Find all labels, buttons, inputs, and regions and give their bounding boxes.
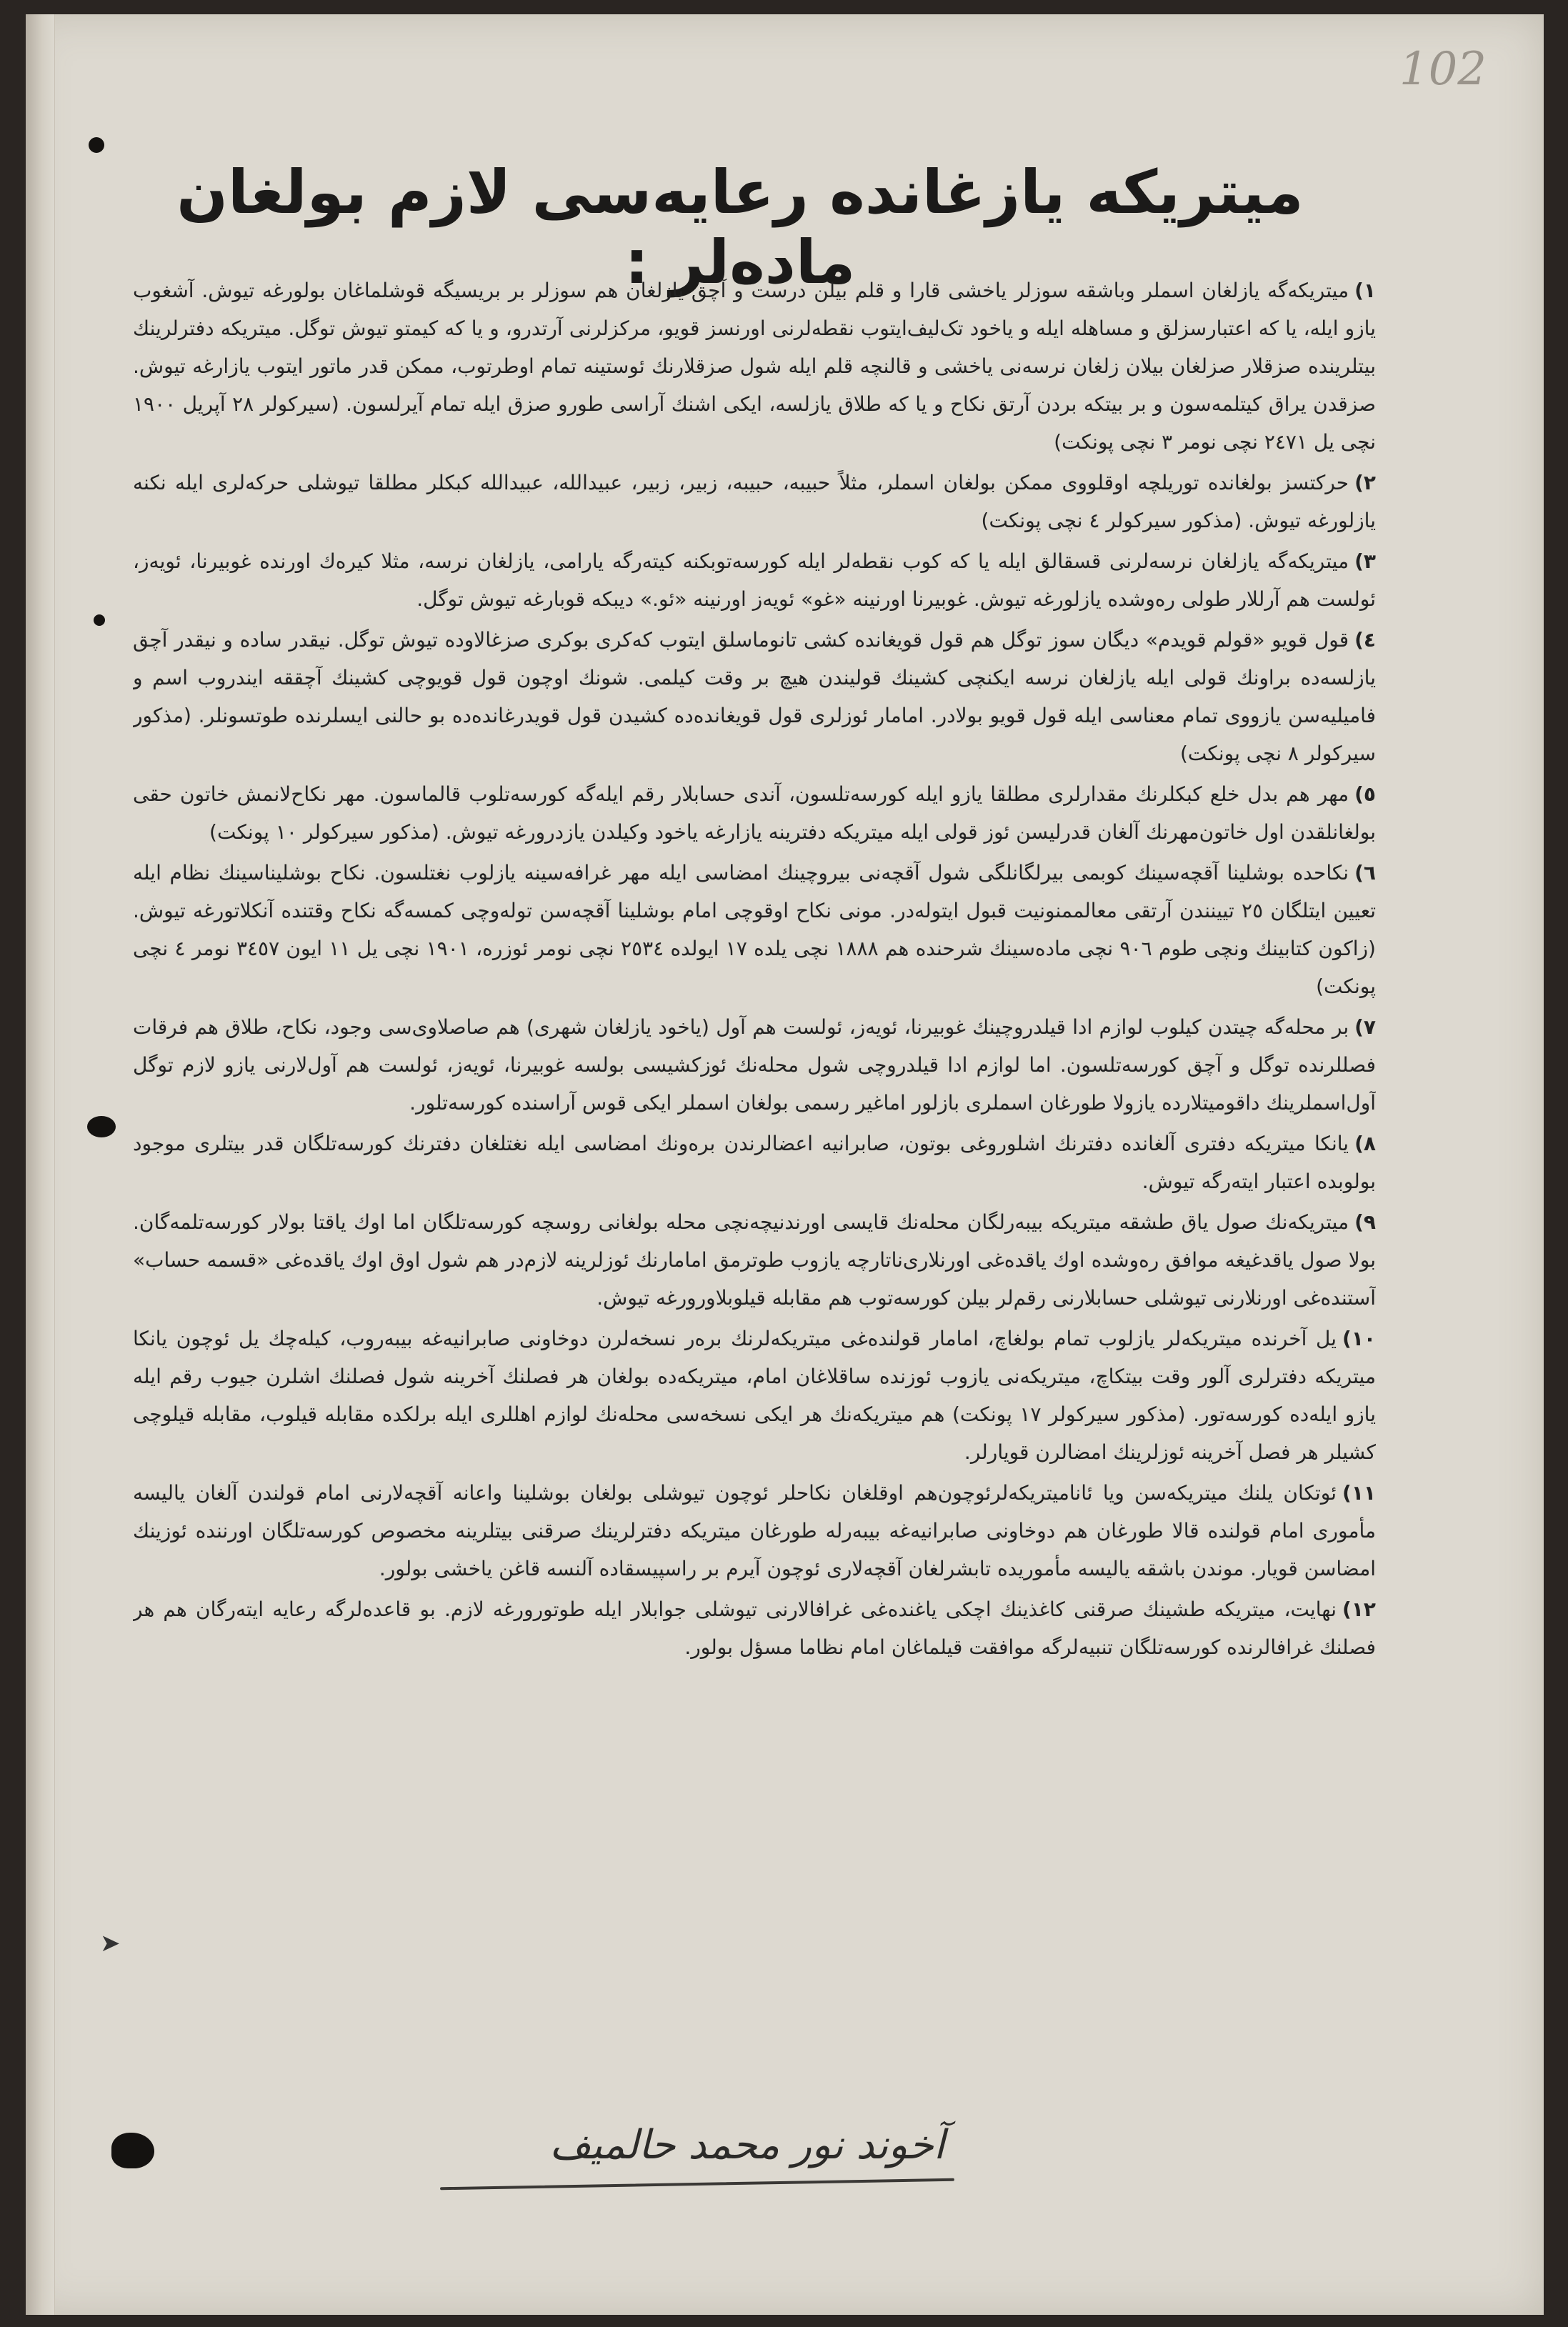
paragraph-text: نهایت، میتریکه طشینك صرقنی کاغذینك اچکی یاغنده‌غی غرافالارنی تیوشلی جوابلار ایله طوتورورغه لازم. بو قاعده‌لرگه رعایه ایته‌رگان هم هر فصلنك غرافالرنده کورسه‌تلگان تنبیه‌لرگه موافقت قیلماغان امام نظاما مسؤل بولور. [133, 1598, 1376, 1659]
document-page [26, 14, 1544, 2315]
paragraph-5 [133, 775, 1376, 851]
paragraph-number: ١١) [1342, 1481, 1376, 1505]
paragraph-text: بر محله‌گه چیتدن کیلوب لوازم ادا قیلدروچینك غوبیرنا، ئویه‌ز، ئولست هم آول (یاخود یازلغان شهری) هم صاصلاوی‌سی وجود، نکاح، طلاق هم فرقات فصللرنده توگل و آچق کورسه‌تلسون. اما لوازم ادا قیلدروچی شول محله‌نك ئوزکشیسی بولسه غوبیرنا، ئویه‌ز، ئولست هم آول‌لارنی یازو لازم توگل آول‌اسملرینك داقومیتلارده یازولا طورغان اسملری بازلور اماغیر رسمی بولغان اسملر ایکی قوس آراسنده کورسه‌تلور. [133, 1015, 1376, 1115]
paragraph-text: یل آخرنده میتریکه‌لر یازلوب تمام بولغاچ، امامار قولنده‌غی میتریکه‌لرنك برەر نسخه‌لرن دوخاونی صابرانیه‌غه بیبه‌روب، کیله‌چك یل ئوچون یانکا میتریکه دفترلری آلور وقت بیتکاچ، میتریکه‌نی یازوب ئوزنده ساقلاغان امام، میتریکه‌ده بولغان هر فصلنك آخرینه شول فصلنك اشلرن جیوب رقم ایله یازو ایله‌ده کورسه‌تور. (مذکور سیرکولر ١٧ پونکت) هم میتریکه‌نك هر ایکی نسخه‌سی محله‌نك لوازم اهللری ایله برلکده مقابله قیلوب، مقابله قیلوچی کشیلر هر فصل آخرینه ئوزلرینك امضالرن قویارلر. [133, 1327, 1376, 1464]
paragraph-number: ٥) [1354, 782, 1376, 806]
signature-flourish [440, 2178, 954, 2191]
paragraph-number: ١٢) [1342, 1598, 1376, 1621]
paragraph-7 [133, 1008, 1376, 1122]
punch-hole-mark [94, 614, 105, 626]
document-body [133, 271, 1376, 2101]
page-binding-edge [26, 14, 55, 2315]
page-number: 102 [1399, 43, 1487, 96]
paragraph-text: قول قویو «قولم قویدم» دیگان سوز توگل هم قول قویغانده کشی تانوماسلق ایتوب که‌کری بوکری صزغالاوده تیوش توگل. نیقدر ساده و نیقدر آچق یازلسه‌ده براونك قولی ایله یازلغان نرسه ایکنچی کشینك قولیندن هیچ بر وقت کیلمی. شونك اوچون قول قویوچی کشینك آچققه ایندروب اسم و فامیلیه‌سن یازووی تمام معناسی ایله قول قویو بولادر. امامار ئوزلری قول قویغانده‌ده کشیدن قول قویدرغانده‌ده بو حالنی ایسلرنده طوتسونلر. (مذکور سیرکولر ٨ نچی پونکت) [133, 628, 1376, 765]
paragraph-text: میتریکه‌نك صول یاق طشقه میتریکه بیبه‌رلگان محله‌نك قایسی اورندنیچه‌نچی محله بولغانی روسچه کورسه‌تلگان اما اوك یاقتا بولار کورسه‌تلمه‌گان. بولا صول یاقدغیغه موافق ره‌وشده اوك یاقده‌غی اورنلاری‌ناتارچه یازوب طوترمق امامارنك ئوزلرینه لازم‌در هم شول اوق اوك یاقده‌غی «قسمه حساب» آستنده‌غی اورنلارنی تیوشلی حسابلارنی رقم‌لر بیلن کورسه‌توب هم مقابله قیلوبلاورورغه تیوش. [133, 1210, 1376, 1310]
paragraph-number: ١٠) [1342, 1327, 1376, 1350]
paragraph-11 [133, 1474, 1376, 1588]
paragraph-3 [133, 542, 1376, 618]
paragraph-number: ٢) [1354, 471, 1376, 494]
signature: آخوند نور محمد حالمیف [549, 2122, 945, 2168]
paragraph-text: حرکتسز بولغانده توریلچه اوقلووی ممکن بولغان اسملر، مثلاً حبیبه، حبیبه، زبیر، زبیر، عبیدالله، عبیدالله کبکلر مطلقا تیوشلی حرکه‌لری ایله نکنه یازلورغه تیوش. (مذکور سیرکولر ٤ نچی پونکت) [133, 471, 1376, 532]
paragraph-number: ٤) [1354, 628, 1376, 652]
paragraph-4 [133, 621, 1376, 772]
paragraph-12 [133, 1590, 1376, 1666]
paragraph-number: ٧) [1354, 1015, 1376, 1039]
paragraph-text: یانکا میتریکه دفتری آلغانده دفترنك اشلوروغی بوتون، صابرانیه اعضالرندن بره‌ونك امضاسی ایله نغتلغان دفترنك کورسه‌تلگان قدر بیتلری موجود بولوبده اعتبار ایته‌رگه تیوش. [133, 1132, 1376, 1193]
margin-arrow-icon: ➤ [100, 1929, 121, 1958]
document-title: میتریکه یازغانده رعایه‌سی لازم بولغان ماده‌لر : [176, 157, 1304, 297]
paragraph-number: ٨) [1354, 1132, 1376, 1155]
punch-hole-mark [87, 1116, 116, 1137]
paragraph-number: ٣) [1354, 549, 1376, 573]
paragraph-8 [133, 1125, 1376, 1200]
paragraph-text: میتریکه‌گه یازلغان اسملر وباشقه سوزلر یاخشی قارا و قلم بیلن درست و آچق یازلغان هم سوزلر بر بریسیگه قوشلماغان بولورغه تیوش. آشغوب یازو ایله، یا که اعتبارسزلق و مساهله ایله و یاخود تک‌لیف‌ایتوب نقطه‌لرنی اورنسز قویو، مرکزلرنی آرتدرو، و یا که کیمتو تیوش توگل. میتریکه دفترلرینك بیتلرینده صزقلار صزلغان بیلان زلغان نرسه‌نی یاخشی و قالنچه قلم ایله شول صزقلارنك ئوستینه تمام اوطرتوب، ممکن قدر ماتور ایتوب یازارغه تیوش. صزقدن یراق کیتلمه‌سون و بر بیتکه بردن آرتق نکاح و یا که طلاق یازلسه، ایکی اشنك آراسی طورو صزق ایله تمام آیرلسون. (سیرکولر ٢٨ آپریل ١٩٠٠ نچی یل ٢٤٧١ نچی نومر ٣ نچی پونکت) [133, 279, 1376, 454]
paragraph-text: میتریکه‌گه یازلغان نرسه‌لرنی قسقالق ایله یا که کوب نقطه‌لر ایله کورسه‌توبکنه کیته‌رگه یارامی، یازلغان نرسه، مثلا کیره‌ك اورنده غوبیرنا، ئویه‌ز، ئولست هم آرللار طولی ره‌وشده یازلورغه تیوش. غوبیرنا اورنینه «غو» ئویه‌ز اورنینه «ئو.» دیبکه قوبارغه تیوش توگل. [133, 549, 1376, 611]
paragraph-2 [133, 464, 1376, 539]
paragraph-10 [133, 1320, 1376, 1471]
paragraph-number: ٩) [1354, 1210, 1376, 1234]
ink-blot-mark [111, 2133, 154, 2168]
paragraph-1 [133, 271, 1376, 461]
paragraph-text: نکاحده بوشلینا آقچه‌سینك کوبمی بیرلگانلگی شول آقچه‌نی بیروچینك امضاسی ایله مهر غرافه‌سینه یازلوب نغتلسون. نکاح بوشلیناسینك نظام ایله تعیین ایتلگان ٢٥ تیینندن آرتقی معالممنونیت قبول ایتوله‌در. مونی نکاح اوقوچی امام بوشلینا آقچه‌سن تولەوچی کمسه‌گه نکاح وقتنده آنکلاتورغه تیوش. (زاکون کتابینك ونچی طوم ٩٠٦ نچی ماده‌سینك شرحنده هم ١٨٨٨ نچی یلده ١٧ ایولده ٢٥٣٤ نچی نومر ئوزره، ١٩٠١ نچی یل ١١ ایون ٣٤٥٧ نومر ٤ نچی پونکت) [133, 861, 1376, 998]
paragraph-text: ئوتکان یلنك میتریکه‌سن ویا ئانامیتریکه‌لرئوچون‌هم اوقلغان نکاحلر ئوچون تیوشلی بولغان بوشلینا واعانه آقچه‌لارنی امام قولندن آلغان یالیسه مأموری امام قولنده قالا طورغان هم دوخاونی صابرانیه‌غه بیبه‌رله طورغان میتریکه دفترلرینك صرقنی بیتلرینه مخصوص کورسه‌تلگان اورننده ئوزینك امضاسن قویار. موندن باشقه یالیسه مأموریده تابشرلغان آقچه‌لاری ئوچون آیرم بر راسپیسقاده آلنسه قاغن یاخشی بولور. [133, 1481, 1376, 1580]
paragraph-9 [133, 1203, 1376, 1317]
paragraph-number: ٦) [1354, 861, 1376, 885]
paragraph-text: مهر هم بدل خلع کبکلرنك مقدارلری مطلقا یازو ایله کورسه‌تلسون، آندی حسابلار رقم ایله‌گه کورسه‌تلوب قالماسون. مهر نکاح‌لانمش خاتون حقی بولغانلقدن اول خاتون‌مهرنك آلغان قدرلیسن ئوز قولی ایله میتریکه دفترینه یازارغه یاخود وکیلدن یازدرورغه تیوش. (مذکور سیرکولر ١٠ پونکت) [133, 782, 1376, 844]
punch-hole-mark [89, 137, 104, 153]
paragraph-6 [133, 854, 1376, 1005]
paragraph-number: ١) [1354, 279, 1376, 302]
